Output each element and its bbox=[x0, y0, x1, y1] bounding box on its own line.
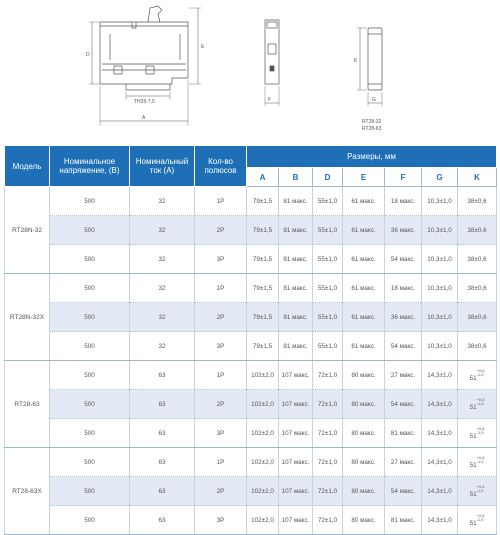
table-row bbox=[5, 506, 497, 535]
cell-v: 500 bbox=[50, 216, 130, 245]
cell-k-tolerance-upper: +0,6 bbox=[476, 483, 485, 489]
cell-a: 79±1,5 bbox=[247, 274, 279, 303]
table-row bbox=[5, 390, 497, 419]
cell-v: 500 bbox=[50, 187, 130, 216]
cell-b: 81 макс. bbox=[279, 187, 313, 216]
cell-k: 38±0,6 bbox=[458, 332, 497, 361]
cell-d: 55±1,0 bbox=[313, 303, 343, 332]
cell-p: 2P bbox=[195, 390, 247, 419]
cell-b: 107 макс. bbox=[279, 506, 313, 535]
cell-i: 63 bbox=[130, 448, 195, 477]
cell-g: 10,3±1,0 bbox=[422, 216, 458, 245]
model-cell: RT28-63X bbox=[5, 448, 50, 535]
cell-p: 1P bbox=[195, 274, 247, 303]
fuse-drawing bbox=[357, 28, 382, 106]
cell-k: 38±0,6 bbox=[458, 274, 497, 303]
cell-p: 1P bbox=[195, 187, 247, 216]
cell-f: 27 макс. bbox=[385, 448, 422, 477]
header-current: Номинальный ток (А) bbox=[130, 146, 195, 187]
cell-a: 79±1,5 bbox=[247, 332, 279, 361]
cell-k-tolerance-lower: -1,0 bbox=[476, 429, 484, 435]
cell-k-tolerance-upper: +0,6 bbox=[476, 454, 485, 460]
table-body bbox=[5, 187, 497, 535]
table-row bbox=[5, 303, 497, 332]
dim-label-k: K bbox=[354, 58, 358, 64]
table-row bbox=[5, 332, 497, 361]
cell-e: 61 макс. bbox=[343, 303, 385, 332]
cell-v: 500 bbox=[50, 477, 130, 506]
header-poles: Кол-во полюсов bbox=[195, 146, 247, 187]
table-row bbox=[5, 274, 497, 303]
cell-g: 10,3±1,0 bbox=[422, 303, 458, 332]
cell-e: 80 макс. bbox=[343, 506, 385, 535]
table-row bbox=[5, 187, 497, 216]
cell-e: 61 макс. bbox=[343, 274, 385, 303]
table-row bbox=[5, 245, 497, 274]
cell-p: 2P bbox=[195, 216, 247, 245]
cell-a: 102±2,0 bbox=[247, 448, 279, 477]
dim-label-g: G bbox=[372, 97, 376, 103]
cell-g: 10,3±1,0 bbox=[422, 187, 458, 216]
cell-b: 107 макс. bbox=[279, 361, 313, 390]
model-cell: RT28-63 bbox=[5, 361, 50, 448]
cell-v: 500 bbox=[50, 419, 130, 448]
cell-k-value: 51 bbox=[469, 374, 477, 382]
cell-k bbox=[458, 448, 497, 477]
cell-k-tolerance-lower: -1,0 bbox=[476, 516, 484, 522]
cell-k-tolerance-lower: -1,0 bbox=[476, 458, 484, 464]
cell-e: 61 макс. bbox=[343, 187, 385, 216]
header-dimensions: Размеры, мм bbox=[247, 146, 497, 168]
cell-d: 55±1,0 bbox=[313, 332, 343, 361]
cell-v: 500 bbox=[50, 332, 130, 361]
spec-table bbox=[4, 145, 497, 535]
table-row bbox=[5, 216, 497, 245]
cell-k bbox=[458, 390, 497, 419]
cell-d: 55±1,0 bbox=[313, 216, 343, 245]
table-row bbox=[5, 448, 497, 477]
header-col-g: G bbox=[422, 168, 458, 187]
cell-g: 14,3±1,0 bbox=[422, 506, 458, 535]
cell-v: 500 bbox=[50, 245, 130, 274]
cell-v: 500 bbox=[50, 390, 130, 419]
cell-k-tolerance-upper: +0,6 bbox=[476, 512, 485, 518]
cell-e: 61 макс. bbox=[343, 245, 385, 274]
cell-f: 36 макс. bbox=[385, 303, 422, 332]
cell-g: 10,3±1,0 bbox=[422, 245, 458, 274]
rail-label: TH35-7,5 bbox=[134, 99, 155, 105]
cell-g: 14,3±1,0 bbox=[422, 390, 458, 419]
cell-e: 80 макс. bbox=[343, 419, 385, 448]
cell-d: 72±1,0 bbox=[313, 477, 343, 506]
cell-a: 79±1,5 bbox=[247, 216, 279, 245]
fuse-model-label: RT28-63 bbox=[362, 126, 382, 132]
cell-g: 14,3±1,0 bbox=[422, 419, 458, 448]
cell-p: 2P bbox=[195, 477, 247, 506]
cell-i: 32 bbox=[130, 303, 195, 332]
cell-v: 500 bbox=[50, 506, 130, 535]
cell-d: 55±1,0 bbox=[313, 274, 343, 303]
cell-f: 18 макс. bbox=[385, 274, 422, 303]
cell-g: 10,3±1,0 bbox=[422, 332, 458, 361]
header-col-a: A bbox=[247, 168, 279, 187]
cell-k-value: 51 bbox=[469, 403, 477, 411]
cell-g: 14,3±1,0 bbox=[422, 361, 458, 390]
cell-i: 32 bbox=[130, 216, 195, 245]
cell-p: 3P bbox=[195, 419, 247, 448]
cell-f: 27 макс. bbox=[385, 361, 422, 390]
model-cell: RT28N-32X bbox=[5, 274, 50, 361]
cell-f: 81 макс. bbox=[385, 419, 422, 448]
dim-label-f: F bbox=[268, 97, 272, 103]
cell-e: 80 макс. bbox=[343, 361, 385, 390]
cell-k-value: 51 bbox=[469, 432, 477, 440]
cell-v: 500 bbox=[50, 274, 130, 303]
cell-f: 54 макс. bbox=[385, 332, 422, 361]
cell-b: 81 макс. bbox=[279, 274, 313, 303]
table-row bbox=[5, 361, 497, 390]
cell-i: 63 bbox=[130, 506, 195, 535]
header-col-d: D bbox=[313, 168, 343, 187]
cell-d: 72±1,0 bbox=[313, 506, 343, 535]
cell-v: 500 bbox=[50, 361, 130, 390]
cell-p: 3P bbox=[195, 245, 247, 274]
cell-e: 80 макс. bbox=[343, 390, 385, 419]
cell-i: 63 bbox=[130, 361, 195, 390]
cell-d: 72±1,0 bbox=[313, 419, 343, 448]
cell-k bbox=[458, 477, 497, 506]
cell-g: 10,3±1,0 bbox=[422, 274, 458, 303]
cell-b: 107 макс. bbox=[279, 477, 313, 506]
cell-a: 102±2,0 bbox=[247, 477, 279, 506]
cell-d: 72±1,0 bbox=[313, 361, 343, 390]
cell-k-tolerance-upper: +0,6 bbox=[476, 396, 485, 402]
cell-e: 61 макс. bbox=[343, 216, 385, 245]
technical-drawings bbox=[0, 0, 500, 140]
dim-label-a: A bbox=[142, 115, 146, 121]
cell-f: 54 макс. bbox=[385, 477, 422, 506]
cell-b: 81 макс. bbox=[279, 303, 313, 332]
cell-f: 81 макс. bbox=[385, 506, 422, 535]
header-col-f: F bbox=[385, 168, 422, 187]
front-view-drawing bbox=[89, 6, 201, 126]
cell-k: 38±0,6 bbox=[458, 303, 497, 332]
cell-v: 500 bbox=[50, 448, 130, 477]
side-view-drawing bbox=[265, 20, 279, 106]
cell-a: 102±2,0 bbox=[247, 390, 279, 419]
cell-i: 63 bbox=[130, 419, 195, 448]
cell-g: 14,3±1,0 bbox=[422, 477, 458, 506]
cell-k-tolerance-upper: +0,6 bbox=[476, 425, 485, 431]
cell-e: 80 макс. bbox=[343, 448, 385, 477]
cell-a: 79±1,5 bbox=[247, 245, 279, 274]
table-row bbox=[5, 477, 497, 506]
cell-d: 72±1,0 bbox=[313, 448, 343, 477]
cell-b: 107 макс. bbox=[279, 419, 313, 448]
cell-a: 102±2,0 bbox=[247, 419, 279, 448]
cell-f: 36 макс. bbox=[385, 216, 422, 245]
dim-label-d: D bbox=[86, 52, 90, 58]
cell-f: 54 макс. bbox=[385, 245, 422, 274]
cell-k: 38±0,6 bbox=[458, 187, 497, 216]
cell-k-tolerance-lower: -1,0 bbox=[476, 400, 484, 406]
cell-i: 32 bbox=[130, 245, 195, 274]
cell-a: 102±2,0 bbox=[247, 506, 279, 535]
cell-k bbox=[458, 419, 497, 448]
header-col-b: B bbox=[279, 168, 313, 187]
cell-v: 500 bbox=[50, 303, 130, 332]
cell-p: 1P bbox=[195, 448, 247, 477]
cell-b: 81 макс. bbox=[279, 216, 313, 245]
cell-d: 55±1,0 bbox=[313, 187, 343, 216]
cell-k: 38±0,6 bbox=[458, 245, 497, 274]
cell-b: 81 макс. bbox=[279, 245, 313, 274]
dim-label-e: E bbox=[201, 44, 205, 50]
fuse-model-label: RT28-32 bbox=[362, 119, 382, 125]
cell-k bbox=[458, 361, 497, 390]
cell-d: 72±1,0 bbox=[313, 390, 343, 419]
cell-k-tolerance-lower: -1,0 bbox=[476, 371, 484, 377]
header-col-e: E bbox=[343, 168, 385, 187]
cell-b: 81 макс. bbox=[279, 332, 313, 361]
cell-i: 63 bbox=[130, 390, 195, 419]
cell-f: 18 макс. bbox=[385, 187, 422, 216]
cell-g: 14,3±1,0 bbox=[422, 448, 458, 477]
cell-k bbox=[458, 506, 497, 535]
cell-e: 61 макс. bbox=[343, 332, 385, 361]
header-voltage: Номинальное напряжение, (В) bbox=[50, 146, 130, 187]
cell-p: 3P bbox=[195, 332, 247, 361]
drawing-svg bbox=[0, 0, 500, 140]
header-col-k: K bbox=[458, 168, 497, 187]
header-model: Модель bbox=[5, 146, 50, 187]
cell-a: 102±2,0 bbox=[247, 361, 279, 390]
cell-k: 38±0,6 bbox=[458, 216, 497, 245]
cell-k-value: 51 bbox=[469, 461, 477, 469]
cell-e: 80 макс. bbox=[343, 477, 385, 506]
cell-k-tolerance-upper: +0,6 bbox=[476, 367, 485, 373]
cell-i: 63 bbox=[130, 477, 195, 506]
cell-b: 107 макс. bbox=[279, 448, 313, 477]
cell-k-value: 51 bbox=[469, 519, 477, 527]
cell-k-tolerance-lower: -1,0 bbox=[476, 487, 484, 493]
cell-a: 79±1,5 bbox=[247, 187, 279, 216]
cell-p: 2P bbox=[195, 303, 247, 332]
cell-i: 32 bbox=[130, 332, 195, 361]
model-cell: RT28N-32 bbox=[5, 187, 50, 274]
cell-i: 32 bbox=[130, 187, 195, 216]
table-row bbox=[5, 419, 497, 448]
cell-b: 107 макс. bbox=[279, 390, 313, 419]
cell-d: 55±1,0 bbox=[313, 245, 343, 274]
cell-p: 3P bbox=[195, 506, 247, 535]
cell-k-value: 51 bbox=[469, 490, 477, 498]
cell-p: 1P bbox=[195, 361, 247, 390]
cell-f: 54 макс. bbox=[385, 390, 422, 419]
cell-i: 32 bbox=[130, 274, 195, 303]
cell-a: 79±1,5 bbox=[247, 303, 279, 332]
